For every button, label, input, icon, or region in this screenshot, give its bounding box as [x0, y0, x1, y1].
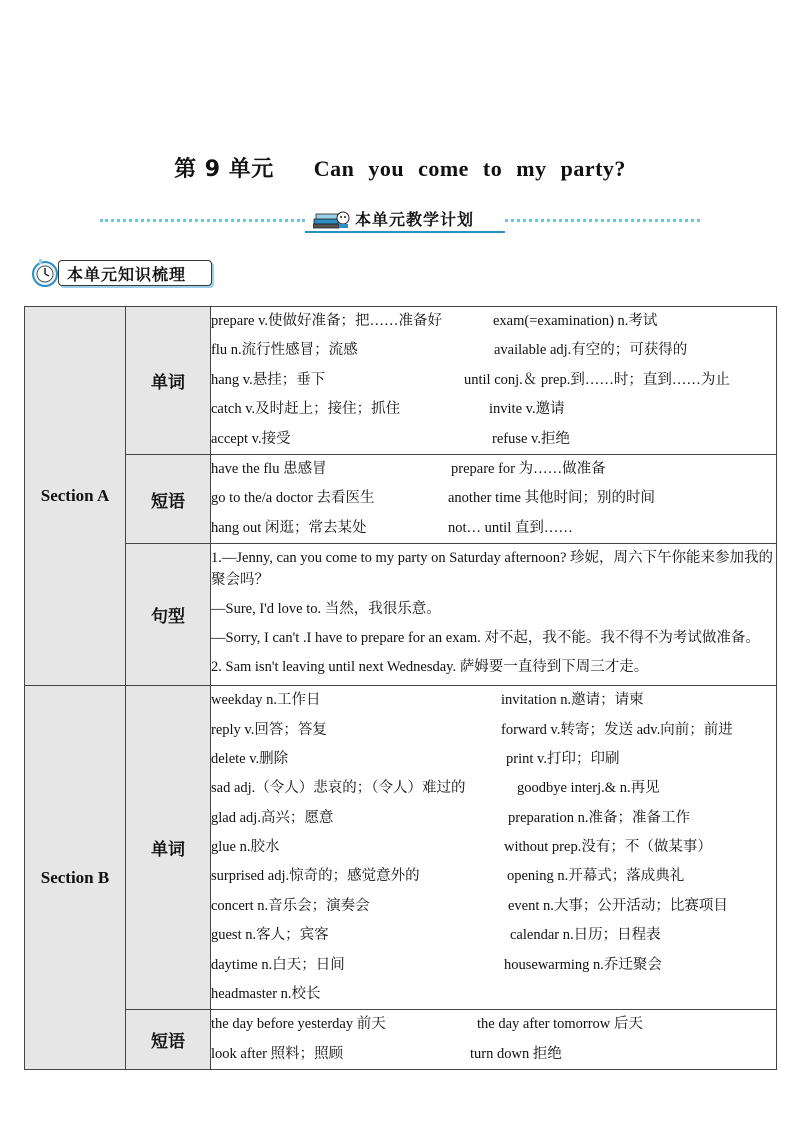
banner-label: 本单元教学计划: [355, 210, 475, 229]
books-icon: [313, 207, 351, 229]
list-item: daytime n.白天；日间 housewarming n.乔迁聚会: [211, 956, 662, 973]
category-sentences: 句型: [126, 544, 211, 686]
section-b-words: [211, 686, 777, 1010]
table-row: [25, 454, 777, 543]
table-row: [25, 1010, 777, 1070]
list-item: guest n.客人；宾客 calendar n.日历；日程表: [211, 927, 661, 944]
table-row: [25, 544, 777, 686]
list-item: have the flu 患感冒 prepare for 为……做准备: [211, 460, 606, 477]
section-tag-label: 本单元知识梳理: [67, 265, 187, 284]
table-row: [25, 307, 777, 455]
list-item: the day before yesterday 前天 the day after tomorrow 后天: [211, 1016, 643, 1033]
list-item: glue n.胶水 without prep.没有；不（做某事）: [211, 839, 712, 856]
section-a-words: [211, 307, 777, 455]
unit-english-title: Can you come to my party?: [313, 156, 626, 181]
list-item: hang v.悬挂；垂下 until conj.＆ prep.到……时；直到……为止: [211, 371, 730, 388]
category-words: 单词: [126, 307, 211, 455]
unit-title: [0, 152, 800, 183]
list-item: accept v.接受 refuse v.拒绝: [211, 430, 570, 447]
category-words: 单词: [126, 686, 211, 1010]
knowledge-section-tag: [30, 258, 212, 288]
section-b-label: Section B: [25, 686, 126, 1070]
list-item: hang out 闲逛；常去某处 not… until 直到……: [211, 519, 573, 536]
section-a-label: Section A: [25, 307, 126, 686]
list-item: look after 照料；照顾 turn down 拒绝: [211, 1045, 562, 1062]
section-a-sentences: [211, 544, 777, 686]
teaching-plan-banner: [100, 205, 700, 233]
knowledge-table: [24, 306, 777, 1070]
category-phrases: 短语: [126, 1010, 211, 1070]
section-tag-pill: [58, 260, 212, 286]
sentence-item: —Sure, I'd love to. 当然，我很乐意。: [211, 601, 441, 618]
list-item: glad adj.高兴；愿意 preparation n.准备；准备工作: [211, 809, 691, 826]
list-item: go to the/a doctor 去看医生 another time 其他时间；别的时间: [211, 490, 655, 507]
list-item: delete v.删除 print v.打印；印刷: [211, 750, 620, 767]
banner-dotted-line-right: [505, 219, 700, 222]
section-b-phrases: [211, 1010, 777, 1070]
table-row: [25, 686, 777, 1010]
category-phrases: 短语: [126, 454, 211, 543]
banner-label-box: [305, 205, 505, 233]
section-a-phrases: [211, 454, 777, 543]
list-item: headmaster n.校长: [211, 986, 321, 1003]
unit-number: 第 9 单元: [174, 157, 274, 182]
list-item: prepare v.使做好准备；把……准备好 exam(=examination) n.考试: [211, 313, 658, 329]
list-item: reply v.回答；答复 forward v.转寄；发送 adv.向前；前进: [211, 721, 733, 738]
list-item: sad adj.（令人）悲哀的；（令人）难过的 goodbye interj.& n.再见: [211, 780, 660, 797]
list-item: surprised adj.惊奇的；感觉意外的 opening n.开幕式；落成典礼: [211, 868, 685, 885]
list-item: concert n.音乐会；演奏会 event n.大事；公开活动；比赛项目: [211, 897, 728, 914]
banner-dotted-line-left: [100, 219, 305, 222]
sentence-item: 1.—Jenny, can you come to my party on Saturday afternoon? 珍妮，周六下午你能来参加我的聚会吗？: [211, 550, 774, 589]
list-item: flu n.流行性感冒；流感 available adj.有空的；可获得的: [211, 342, 688, 359]
sentence-item: 2. Sam isn't leaving until next Wednesday. 萨姆要一直待到下周三才走。: [211, 659, 649, 676]
list-item: weekday n.工作日 invitation n.邀请；请柬: [211, 692, 644, 709]
sentence-item: —Sorry, I can't .I have to prepare for an exam. 对不起，我不能。我不得不为考试做准备。: [211, 630, 760, 647]
clock-icon: [30, 258, 60, 288]
list-item: catch v.及时赶上；接住；抓住 invite v.邀请: [211, 401, 565, 418]
